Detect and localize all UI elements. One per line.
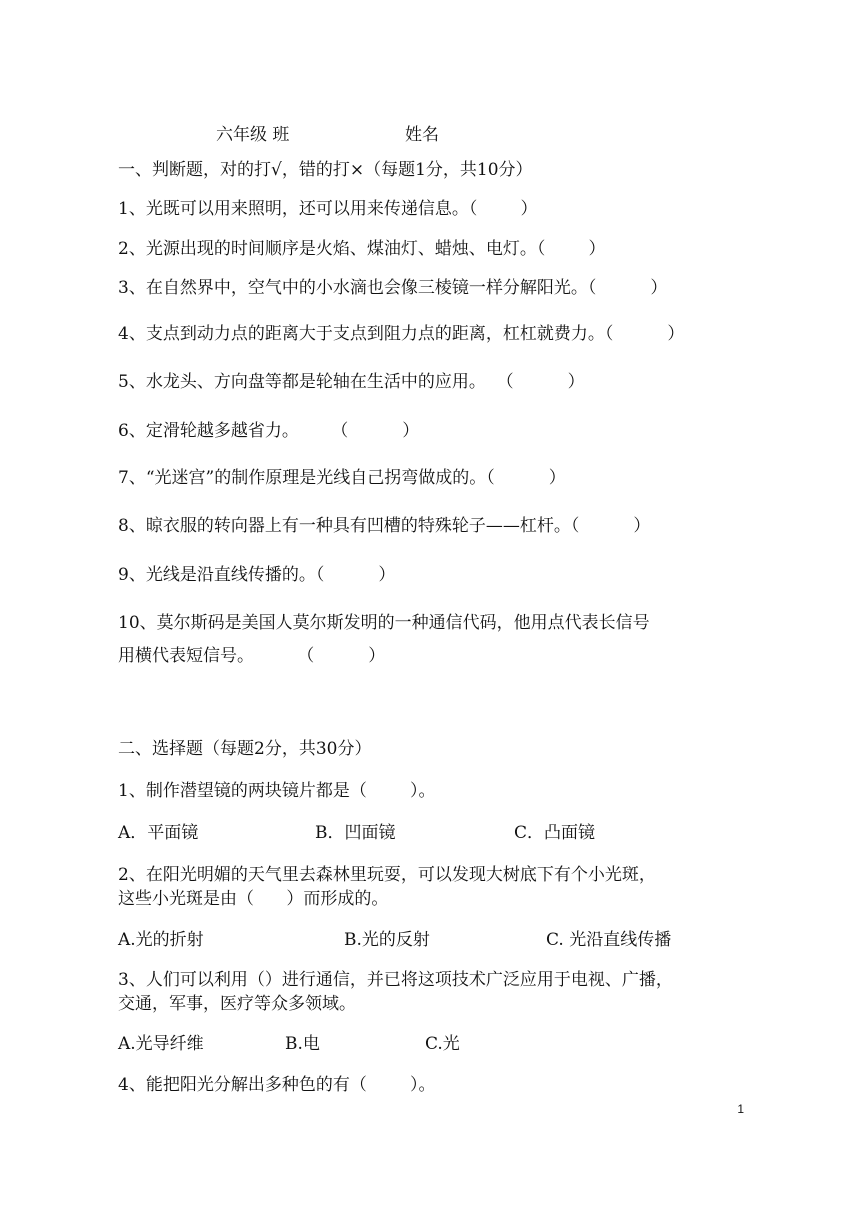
judgment-item: 3、在自然界中，空气中的小水滴也会像三棱镜一样分解阳光。（ ） [118, 278, 668, 298]
section1-title: 一、判断题，对的打√，错的打×（每题1分，共10分） [118, 160, 533, 180]
judgment-item-10-line1: 10、莫尔斯码是美国人莫尔斯发明的一种通信代码，他用点代表长信号 [118, 613, 650, 633]
judgment-item: 6、定滑轮越多越省力。 （ ） [118, 421, 420, 441]
choice-q3-line2: 交通，军事，医疗等众多领域。 [118, 994, 356, 1014]
choice-q3-option-b: B.电 [285, 1034, 320, 1054]
choice-q3-option-c: C.光 [425, 1034, 460, 1054]
judgment-item: 8、晾衣服的转向器上有一种具有凹槽的特殊轮子——杠杆。（ ） [118, 516, 651, 536]
judgment-item-10-line2: 用横代表短信号。 （ ） [118, 646, 386, 666]
judgment-item: 5、水龙头、方向盘等都是轮轴在生活中的应用。 （ ） [118, 372, 585, 392]
judgment-item: 7、“光迷宫”的制作原理是光线自己拐弯做成的。（ ） [118, 468, 566, 488]
choice-q2-option-b: B.光的反射 [344, 930, 430, 950]
choice-q2-option-c: C. 光沿直线传播 [546, 930, 672, 950]
name-label: 姓名 [405, 125, 439, 145]
choice-q3-line1: 3、人们可以利用（）进行通信，并已将这项技术广泛应用于电视、广播， [118, 970, 673, 990]
choice-q2-option-a: A.光的折射 [118, 930, 204, 950]
judgment-item: 1、光既可以用来照明，还可以用来传递信息。（ ） [118, 199, 538, 219]
section2-title: 二、选择题（每题2分，共30分） [118, 739, 372, 759]
choice-q1-option-b: B．凹面镜 [315, 823, 396, 843]
choice-q2-line1: 2、在阳光明媚的天气里去森林里玩耍，可以发现大树底下有个小光斑， [118, 865, 656, 885]
page-number: 1 [737, 1102, 744, 1116]
choice-q2-line2: 这些小光斑是由（ ）而形成的。 [118, 889, 389, 909]
choice-q1-option-c: C．凸面镜 [514, 823, 596, 843]
judgment-item: 2、光源出现的时间顺序是火焰、煤油灯、蜡烛、电灯。（ ） [118, 239, 606, 259]
choice-q1: 1、制作潜望镜的两块镜片都是（ ）。 [118, 781, 436, 801]
choice-q4: 4、能把阳光分解出多种色的有（ ）。 [118, 1075, 436, 1095]
grade-class-label: 六年级 班 [216, 125, 290, 145]
judgment-item: 4、支点到动力点的距离大于支点到阻力点的距离，杠杠就费力。（ ） [118, 324, 685, 344]
judgment-item: 9、光线是沿直线传播的。（ ） [118, 565, 396, 585]
choice-q1-option-a: A．平面镜 [118, 823, 199, 843]
choice-q3-option-a: A.光导纤维 [118, 1034, 204, 1054]
